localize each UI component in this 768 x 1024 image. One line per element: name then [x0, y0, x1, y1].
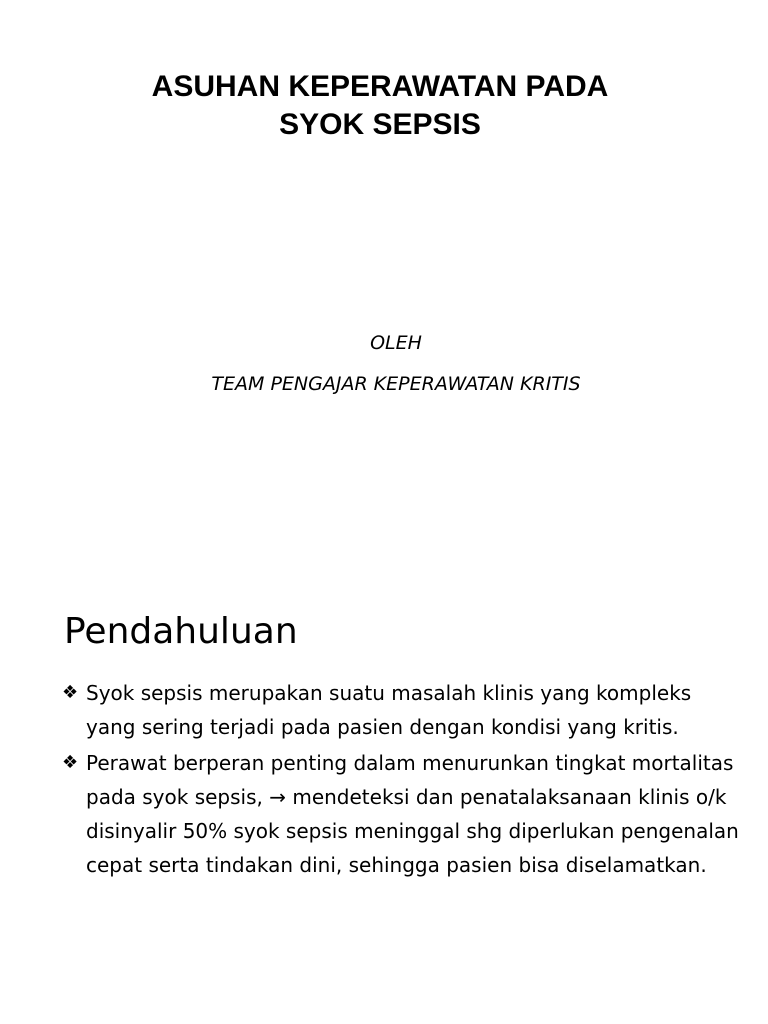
bullet-item-1 [62, 676, 742, 744]
bullet-text-1: Syok sepsis merupakan suatu masalah klinis yang kompleks yang sering terjadi pada pasien dengan kondisi yang kritis. [86, 681, 692, 739]
bullet-text-2: Perawat berperan penting dalam menurunkan tingkat mortalitas pada syok sepsis, → mendeteksi dan penatalaksanaan klinis o/k disinyalir 50% syok sepsis meninggal shg diperlukan pengenalan cepat serta tindakan dini, sehingga pasien bisa diselamatkan. [86, 751, 739, 877]
bullet-list [62, 676, 742, 884]
bullet-item-2 [62, 746, 742, 882]
byline-label: OLEH [370, 332, 422, 354]
diamond-star-bullet-icon: ❖ [62, 752, 79, 773]
diamond-star-bullet-icon: ❖ [62, 682, 79, 703]
slide-title [40, 68, 720, 144]
title-line-2: SYOK SEPSIS [279, 108, 481, 141]
byline [40, 323, 752, 405]
byline-team: TEAM PENGAJAR KEPERAWATAN KRITIS [211, 373, 581, 395]
section-heading: Pendahuluan [64, 611, 298, 652]
title-line-1: ASUHAN KEPERAWATAN PADA [151, 70, 609, 103]
